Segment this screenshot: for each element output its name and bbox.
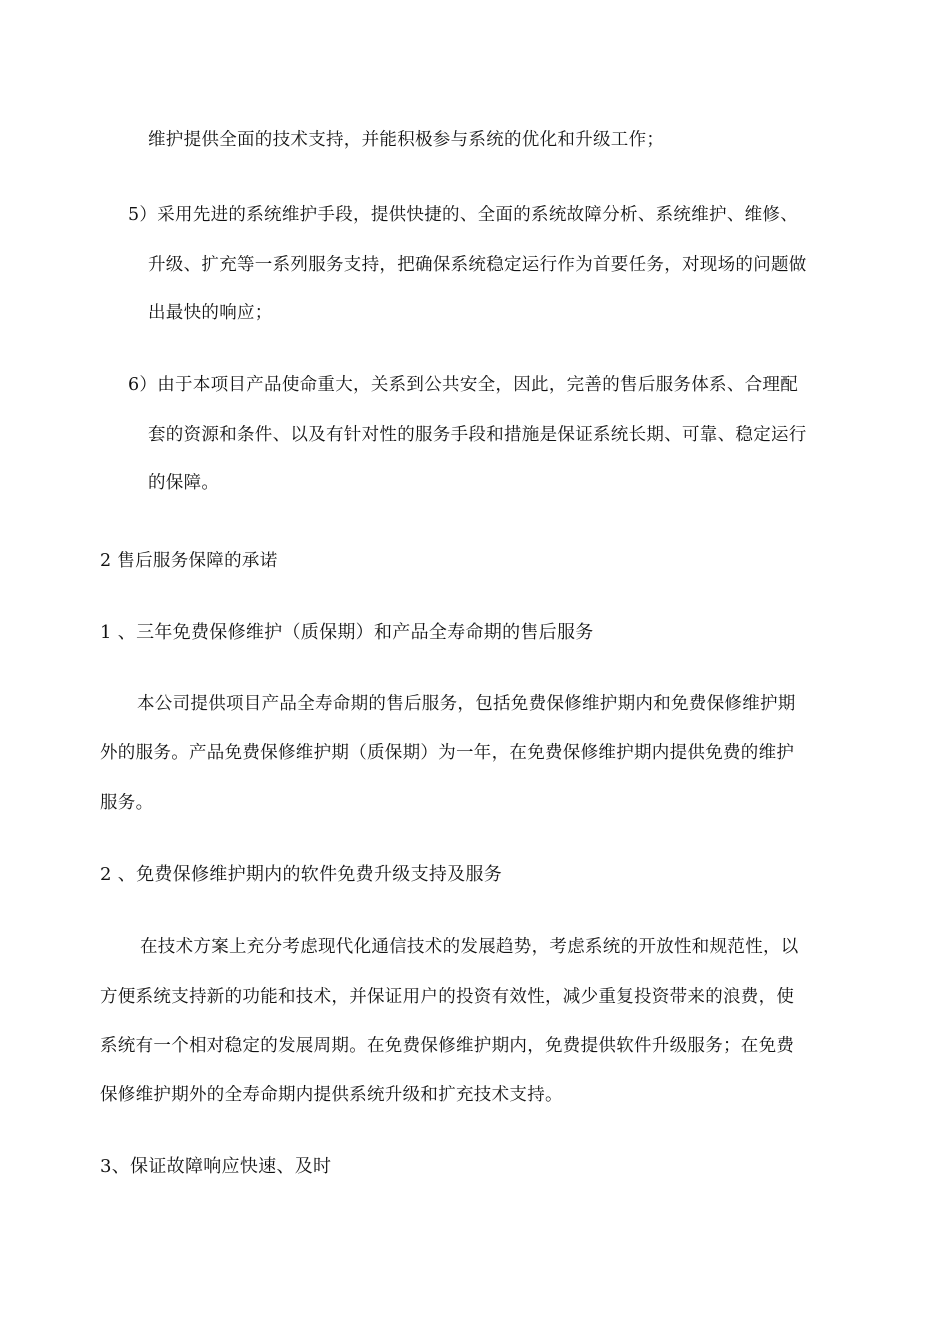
list-item-6-line: 6）由于本项目产品使命重大，关系到公共安全，因此，完善的售后服务体系、合理配 (128, 375, 799, 395)
subsection-heading: 1 、三年免费保修维护（质保期）和产品全寿命期的售后服务 (100, 622, 594, 643)
paragraph-line: 系统有一个相对稳定的发展周期。在免费保修维护期内，免费提供软件升级服务；在免费 (100, 1036, 795, 1056)
paragraph-line: 维护提供全面的技术支持，并能积极参与系统的优化和升级工作； (148, 130, 665, 150)
list-item-5-line: 升级、扩充等一系列服务支持，把确保系统稳定运行作为首要任务，对现场的问题做 (148, 255, 807, 275)
subsection-heading: 2 、免费保修维护期内的软件免费升级支持及服务 (100, 864, 503, 885)
paragraph-line: 保修维护期外的全寿命期内提供系统升级和扩充技术支持。 (100, 1085, 563, 1105)
list-item-6-line: 的保障。 (148, 473, 220, 493)
section-heading: 2 售后服务保障的承诺 (100, 551, 278, 571)
paragraph-line: 方便系统支持新的功能和技术，并保证用户的投资有效性，减少重复投资带来的浪费，使 (100, 987, 795, 1007)
paragraph-line: 在技术方案上充分考虑现代化通信技术的发展趋势，考虑系统的开放性和规范性，以 (140, 937, 799, 957)
paragraph-line: 本公司提供项目产品全寿命期的售后服务，包括免费保修维护期内和免费保修维护期 (137, 694, 796, 714)
list-item-5-line: 5）采用先进的系统维护手段，提供快捷的、全面的系统故障分析、系统维护、维修、 (128, 205, 799, 225)
subsection-heading: 3、保证故障响应快速、及时 (100, 1156, 332, 1177)
list-item-5-line: 出最快的响应； (148, 303, 273, 323)
paragraph-line: 服务。 (100, 793, 154, 813)
paragraph-line: 外的服务。产品免费保修维护期（质保期）为一年，在免费保修维护期内提供免费的维护 (100, 743, 795, 763)
list-item-6-line: 套的资源和条件、以及有针对性的服务手段和措施是保证系统长期、可靠、稳定运行 (148, 425, 807, 445)
